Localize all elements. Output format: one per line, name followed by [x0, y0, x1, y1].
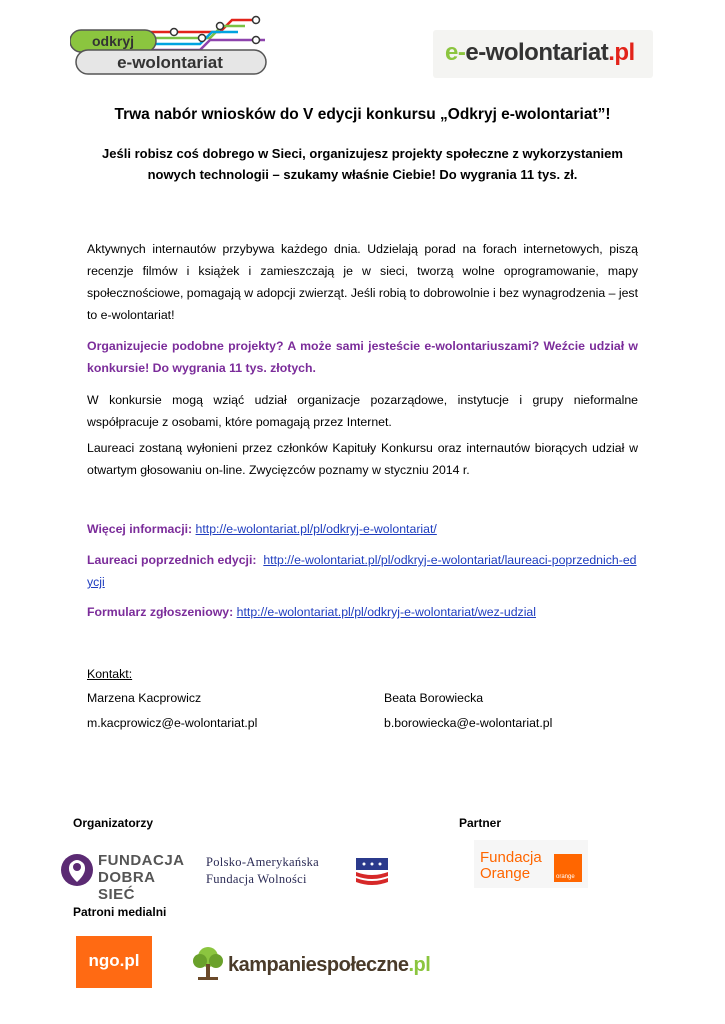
form-label: Formularz zgłoszeniowy: [87, 605, 234, 619]
logo-tld: .pl [608, 39, 635, 66]
e-wolontariat-pl-logo [433, 30, 653, 78]
paragraph-eligibility: W konkursie mogą wziąć udział organizacje pozarządowe, instytucje i grupy nieformalne współpracuje z osobami, które pomagają przez Internet. [87, 393, 638, 429]
orange-square-icon [554, 854, 582, 882]
laureates-line [87, 549, 638, 593]
logo-e: e- [445, 39, 466, 66]
fundacja-orange-logo [474, 840, 588, 888]
contact-heading: Kontakt: [87, 667, 133, 681]
paragraph-laureates: Laureaci zostaną wyłonieni przez członków Kapituły Konkursu oraz internautów biorących udział w otwartym głosowaniu on-line. Zwycięzców poznamy w styczniu 2014 r. [87, 441, 638, 477]
logo-text-e-wolontariat: e-wolontariat [117, 53, 223, 72]
kampanie-tld-text: .pl [408, 954, 431, 976]
form-line [87, 601, 638, 623]
odkryj-logo-graphic [70, 14, 270, 76]
more-info-line [87, 518, 638, 540]
orange-line2: Orange [480, 865, 531, 882]
kampaniespoleczne-logo [190, 946, 430, 986]
dobra-siec-line1: FUNDACJA [98, 852, 185, 869]
kampanie-main-text: kampaniespołeczne [228, 954, 409, 976]
laureates-link[interactable]: http://e-wolontariat.pl/pl/odkryj-e-wolontariat/laureaci-poprzednich-edycji [87, 553, 637, 589]
odkryj-e-wolontariat-logo [70, 14, 270, 76]
tree-icon [190, 946, 226, 982]
pafw-line1: Polsko-Amerykańska [206, 855, 320, 869]
page-title: Trwa nabór wniosków do V edycji konkursu „Odkryj e-wolontariat”! [114, 106, 611, 123]
fundacja-dobra-siec-logo [60, 850, 185, 903]
paragraph-intro: Aktywnych internautów przybywa każdego dnia. Udzielają porad na forach internetowych, piszą recenzje filmów i książek i zamieszczają je w sieci, tworzą wolne oprogramowanie, mapy społecznościowe, pomagają w adopcji zwierząt. Jeśli robią to dobrowolnie i bez wynagrodzenia – jest to e-wolontariat! [87, 242, 638, 322]
orange-badge-text: orange [556, 874, 575, 880]
paragraph-call-to-action: Organizujecie podobne projekty? A może sami jesteście e-wolontariuszami? Weźcie udział w konkursie! Do wygrania 11 tys. złotych. [87, 339, 638, 375]
media-patrons-label: Patroni medialni [73, 905, 167, 919]
logo-wolontariat-word: e-wolontariat [465, 39, 609, 66]
contact-person2-name: Beata Borowiecka [384, 691, 484, 705]
dobra-siec-line2: DOBRA SIEĆ [98, 869, 155, 903]
partner-label: Partner [459, 816, 502, 830]
orange-line1: Fundacja [480, 849, 542, 866]
laureates-label: Laureaci poprzednich edycji: [87, 553, 257, 567]
pafw-flag-icon [352, 852, 392, 892]
contact-person2-email[interactable]: b.borowiecka@e-wolontariat.pl [384, 716, 553, 730]
more-info-label: Więcej informacji: [87, 522, 193, 536]
more-info-link[interactable]: http://e-wolontariat.pl/pl/odkryj-e-wolontariat/ [195, 522, 437, 536]
pafw-logo [206, 852, 394, 892]
organizers-label: Organizatorzy [73, 816, 154, 830]
contact-person1-name: Marzena Kacprowicz [87, 691, 202, 705]
ngo-pl-logo [76, 936, 152, 988]
contact-person1-email[interactable]: m.kacprowicz@e-wolontariat.pl [87, 716, 258, 730]
logo-text-odkryj: odkryj [91, 33, 135, 49]
pafw-line2: Fundacja Wolności [206, 872, 307, 886]
ngo-pl-text: ngo.pl [88, 951, 140, 970]
page-subtitle: Jeśli robisz coś dobrego w Sieci, organizujesz projekty społeczne z wykorzystaniem nowych technologii – szukamy właśnie Ciebie! Do wygrania 11 tys. zł. [102, 146, 623, 182]
form-link[interactable]: http://e-wolontariat.pl/pl/odkryj-e-wolontariat/wez-udzial [236, 605, 536, 619]
dobra-siec-mark-icon [60, 852, 94, 888]
